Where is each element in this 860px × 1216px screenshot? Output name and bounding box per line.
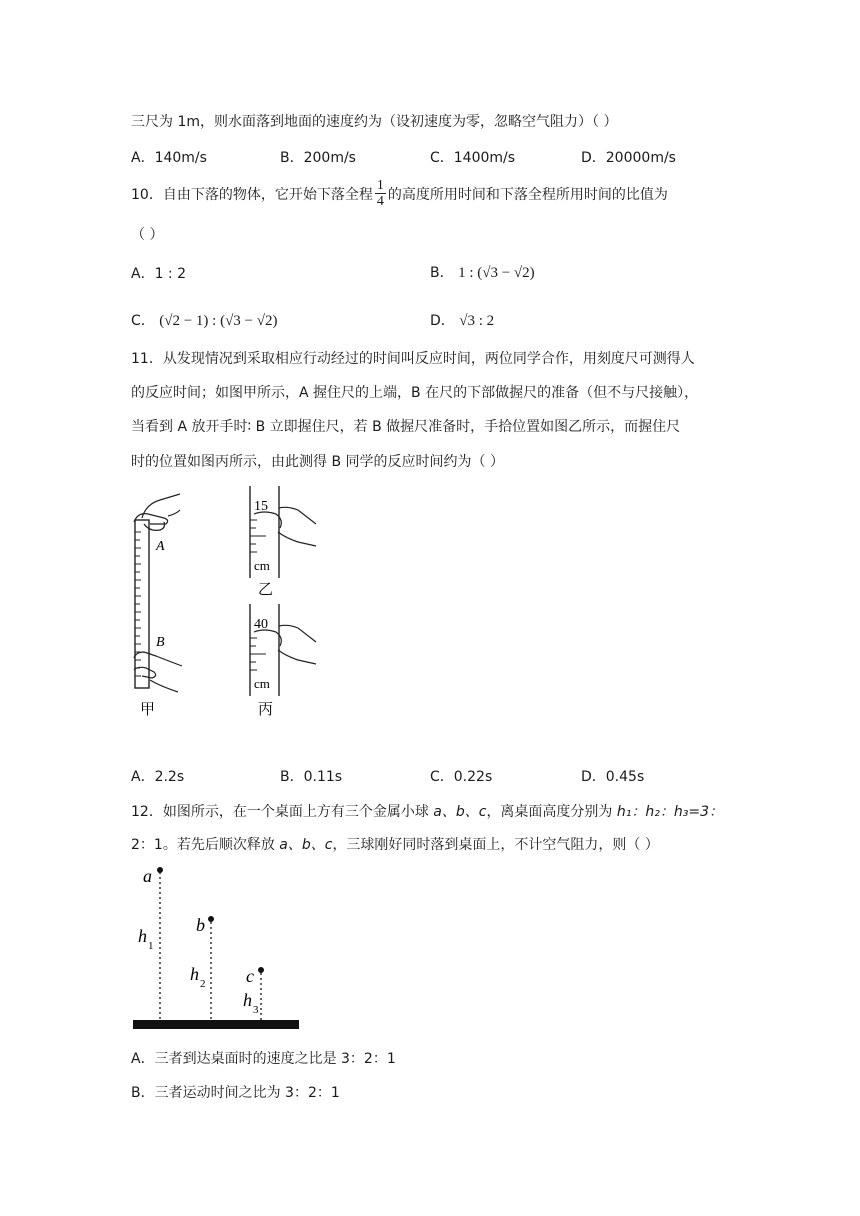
q11-option-c: C．0.22s bbox=[430, 769, 493, 785]
q11-option-d: D．0.45s bbox=[581, 769, 645, 785]
q12-option-b: B．三者运动时间之比为 3：2：1 bbox=[131, 1085, 340, 1101]
q9-option-a: A．140m/s bbox=[131, 150, 207, 166]
q9-option-b: B．200m/s bbox=[280, 150, 356, 166]
q11-option-b: B．0.11s bbox=[280, 769, 343, 785]
label-h2: h bbox=[190, 964, 199, 984]
q11-option-a: A．2.2s bbox=[131, 769, 185, 785]
q11-line-3: 当看到 A 放开手时∶ B 立即握住尺，若 B 做握尺准备时，手拾位置如图乙所示，而握住尺 bbox=[131, 419, 681, 435]
q12-line2-text-b: ，三球刚好同时落到桌面上，不计空气阻力，则（ ） bbox=[332, 837, 659, 853]
q10-stem-a: 10．自由下落的物体，它开始下落全程 bbox=[131, 186, 373, 203]
q10-fraction bbox=[375, 178, 386, 209]
label-ball-a: a bbox=[143, 866, 152, 886]
q10-stem bbox=[131, 178, 668, 209]
caption-bing: 丙 bbox=[258, 702, 274, 718]
ruler-yi bbox=[250, 486, 316, 598]
q12-line1-text-a: 12．如图所示，在一个桌面上方有三个金属小球 bbox=[131, 804, 434, 820]
q12-line2-text-a: 2：1。若先后顺次释放 bbox=[131, 837, 280, 853]
q10-option-d-expr: √3 : 2 bbox=[459, 313, 495, 329]
unit-bing: cm bbox=[254, 676, 270, 691]
q11-line-4: 时的位置如图丙所示，由此测得 B 同学的反应时间约为（ ） bbox=[131, 454, 504, 470]
q12-option-a: A．三者到达桌面时的速度之比是 3：2：1 bbox=[131, 1051, 396, 1067]
caption-yi: 乙 bbox=[258, 582, 274, 598]
label-h3-sub: 3 bbox=[253, 1004, 259, 1016]
unit-yi: cm bbox=[254, 558, 270, 573]
q10-option-d-label: D． bbox=[430, 313, 455, 329]
q9-option-c: C．1400m/s bbox=[430, 150, 516, 166]
label-h2-sub: 2 bbox=[200, 978, 206, 990]
q10-frac-num: 1 bbox=[376, 178, 384, 193]
q10-option-c-label: C． bbox=[131, 313, 155, 329]
q10-option-c bbox=[131, 310, 278, 330]
label-ball-c: c bbox=[246, 966, 254, 986]
ball-b bbox=[208, 916, 214, 922]
label-A: A bbox=[156, 539, 165, 554]
q12-line1-text-b: ，离桌面高度分别为 bbox=[486, 804, 617, 820]
q10-stem-b: 的高度所用时间和下落全程所用时间的比值为 bbox=[387, 186, 668, 203]
label-h1: h bbox=[138, 926, 147, 946]
caption-jia: 甲 bbox=[140, 702, 156, 718]
q9-option-d: D．20000m/s bbox=[581, 150, 676, 166]
label-ball-b: b bbox=[196, 915, 205, 935]
q10-frac-den: 4 bbox=[376, 194, 384, 209]
q12-line1-heights: h₁：h₂：h₃=3： bbox=[616, 804, 723, 820]
ruler-bing bbox=[250, 604, 316, 718]
q10-option-a: A．1 : 2 bbox=[131, 266, 187, 282]
q9-stem-tail: 三尺为 1m，则水面落到地面的速度约为（设初速度为零，忽略空气阻力）（ ） bbox=[131, 114, 618, 130]
reading-yi: 15 bbox=[254, 499, 268, 514]
q11-line-2: 的反应时间；如图甲所示，A 握住尺的上端，B 在尺的下部做握尺的准备（但不与尺接触）， bbox=[131, 385, 699, 401]
q12-line-1 bbox=[131, 801, 723, 821]
q12-line-2 bbox=[131, 834, 659, 854]
ball-c bbox=[258, 967, 264, 973]
q10-paren: （ ） bbox=[131, 227, 164, 243]
ball-a bbox=[157, 867, 163, 873]
q10-option-b-label: B． bbox=[430, 265, 454, 281]
q11-figure bbox=[120, 480, 340, 725]
label-h1-sub: 1 bbox=[148, 940, 154, 952]
q11-line-1: 11．从发现情况到采取相应行动经过的时间叫反应时间，两位同学合作，用刻度尺可测得人 bbox=[131, 351, 695, 367]
q10-option-b bbox=[430, 262, 535, 282]
reading-bing: 40 bbox=[254, 617, 268, 632]
q10-option-d bbox=[430, 310, 494, 330]
q10-option-b-expr: 1 : (√3 − √2) bbox=[458, 265, 535, 281]
ruler-jia bbox=[134, 494, 182, 718]
tabletop bbox=[133, 1020, 299, 1029]
q12-line1-balls: a、b、c bbox=[433, 804, 487, 820]
q12-line2-balls: a、b、c bbox=[279, 837, 333, 853]
label-B: B bbox=[156, 635, 165, 650]
q12-figure bbox=[130, 860, 310, 1035]
q10-option-c-expr: (√2 − 1) : (√3 − √2) bbox=[159, 313, 278, 329]
label-h3: h bbox=[243, 990, 252, 1010]
